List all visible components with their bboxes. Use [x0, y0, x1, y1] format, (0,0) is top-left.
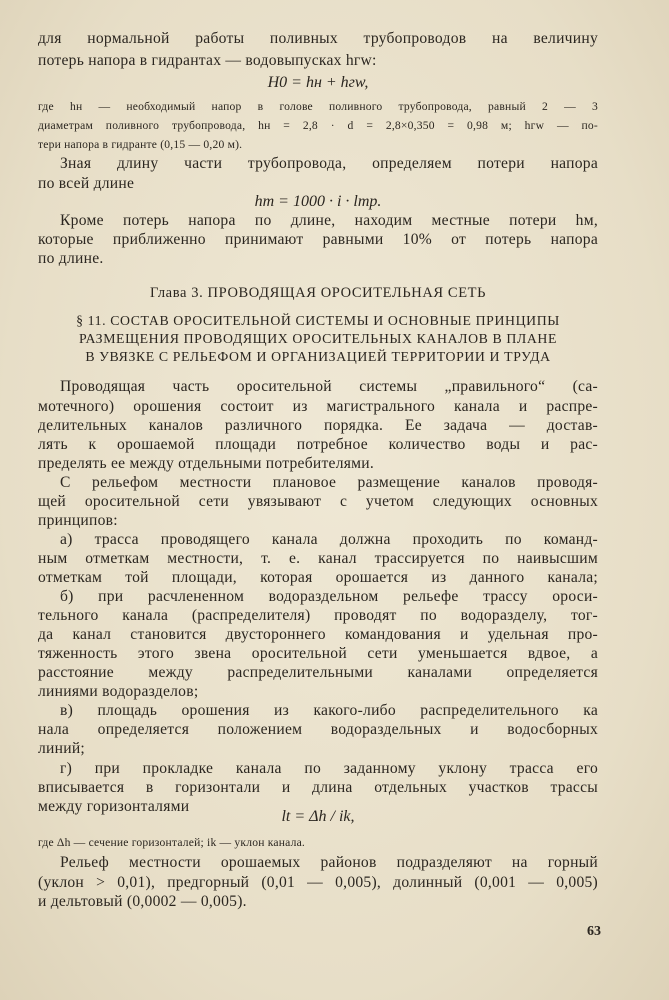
footnote-line: где hн — необходимый напор в голове поливного трубопровода, равный 2 — 3: [38, 100, 598, 113]
text-line: мотечного) орошения состоит из магистрального канала и распре-: [38, 398, 598, 415]
text-line: линий;: [38, 740, 85, 757]
text-line: Рельеф местности орошаемых районов подразделяют на горный: [60, 854, 598, 871]
formula-ht: hт = 1000 · i · lтр.: [254, 193, 382, 210]
text-line: щей оросительной сети увязывают с учетом следующих основных: [38, 493, 598, 510]
text-line: Кроме потерь напора по длине, находим местные потери hм,: [60, 212, 598, 229]
footnote-line: диаметрам поливного трубопровода, hн = 2,8 · d = 2,8×0,350 = 0,98 м; hгw — по-: [38, 119, 598, 132]
formula-lt: lt = Δh / ik,: [281, 808, 355, 825]
text-line: Проводящая часть оросительной системы „правильного“ (са-: [60, 378, 598, 395]
text-line: по всей длине: [38, 175, 135, 192]
text-line: делительных каналов различного порядка. Ее задача — достав-: [38, 417, 598, 434]
footnote-line: тери напора в гидранте (0,15 — 0,20 м).: [38, 138, 243, 151]
text-line: да канал становится двустороннего командования и удельная про-: [38, 626, 598, 643]
section-heading: § 11. СОСТАВ ОРОСИТЕЛЬНОЙ СИСТЕМЫ И ОСНОВНЫЕ ПРИНЦИПЫ: [76, 313, 560, 328]
text-line: лять к орошаемой площади потребное количество воды и рас-: [38, 436, 598, 453]
text-line: которые приближенно принимают равными 10% от потерь напора: [38, 231, 598, 248]
section-heading: РАЗМЕЩЕНИЯ ПРОВОДЯЩИХ ОРОСИТЕЛЬНЫХ КАНАЛОВ В ПЛАНЕ: [78, 331, 558, 346]
section-heading: В УВЯЗКЕ С РЕЛЬЕФОМ И ОРГАНИЗАЦИЕЙ ТЕРРИТОРИИ И ТРУДА: [85, 349, 551, 364]
footnote-line: где Δh — сечение горизонталей; ik — уклон канала.: [38, 836, 306, 849]
text-line: расстояние между распределительными каналами определяется: [38, 664, 598, 681]
text-line: вписывается в горизонтали и длина отдельных участков трассы: [38, 779, 598, 796]
text-line: ным отметкам местности, т. е. канал трассируется по наивысшим: [38, 550, 598, 567]
text-line: а) трасса проводящего канала должна проходить по команд-: [60, 531, 598, 548]
text-line: С рельефом местности плановое размещение каналов проводя-: [60, 474, 598, 491]
text-line: потерь напора в гидрантах — водовыпусках hгw:: [38, 52, 377, 69]
text-line: по длине.: [38, 250, 104, 267]
chapter-title: Глава 3. ПРОВОДЯЩАЯ ОРОСИТЕЛЬНАЯ СЕТЬ: [149, 285, 487, 301]
text-line: тельного канала (распределителя) проводят по водоразделу, тог-: [38, 607, 598, 624]
text-line: отметкам той площади, которая орошается из данного канала;: [38, 569, 598, 586]
text-line: пределять ее между отдельными потребителями.: [38, 455, 375, 472]
text-line: принципов:: [38, 512, 118, 529]
text-line: г) при прокладке канала по заданному уклону трасса его: [60, 760, 598, 777]
page-number: 63: [587, 924, 601, 939]
text-line: б) при расчлененном водораздельном рельефе трассу ороси-: [60, 588, 598, 605]
formula-h0: H0 = hн + hгw,: [267, 74, 369, 91]
text-line: (уклон > 0,01), предгорный (0,01 — 0,005), долинный (0,001 — 0,005): [38, 874, 598, 891]
text-line: между горизонталями: [38, 798, 190, 815]
text-line: и дельтовый (0,0002 — 0,005).: [38, 893, 247, 910]
text-line: в) площадь орошения из какого-либо распределительного ка: [60, 702, 598, 719]
text-line: тяженность этого звена оросительной сети уменьшается вдвое, а: [38, 645, 598, 662]
text-line: нала определяется положением водораздельных и водосборных: [38, 721, 598, 738]
text-line: Зная длину части трубопровода, определяем потери напора: [60, 155, 598, 172]
text-line: для нормальной работы поливных трубопроводов на величину: [38, 30, 598, 47]
text-line: линиями водоразделов;: [38, 683, 199, 700]
